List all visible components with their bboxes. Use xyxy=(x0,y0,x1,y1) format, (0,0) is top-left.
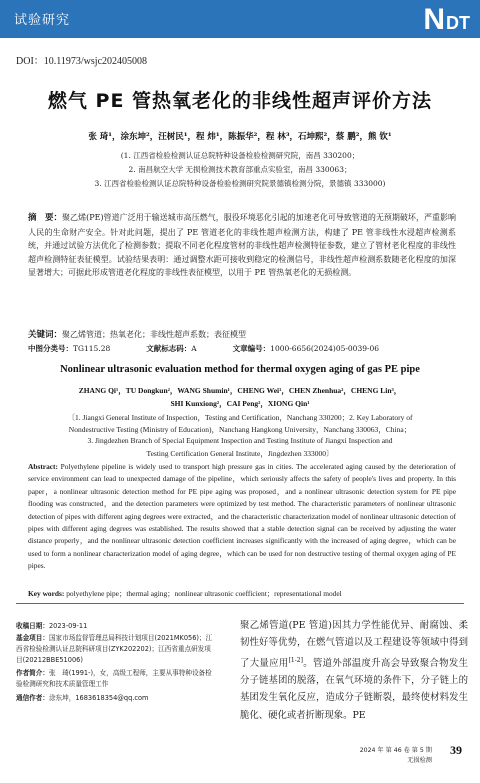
english-affiliation-1: 〔1. Jiangxi General Institute of Inspection，Testing and Certification，Nanchang 330200；2. Key Laboratory of xyxy=(67,413,413,422)
corresponding-author-label: 通信作者： xyxy=(16,694,49,702)
body-paragraph xyxy=(240,617,468,724)
received-value: 2023-09-11 xyxy=(48,622,88,630)
english-abstract-text: Polyethylene pipeline is widely used to transport high pressure gas in cities. The accelerated aging caused by the deterioration of service environment can lead to unexpected damage of the pipeline，which seriously affects the safety of people's lives and property. In this paper，a nonlinear ultrasonic detection method for PE pipe aging was proposed，and a nonlinear ultrasonic detection system for PE pipe flooding was constructed，and the detection parameters were optimized by test method. The characteristic parameters of nonlinear ultrasonic detection of pipes with different aging degrees were extracted，and the characteristic characterization model of nonlinear ultrasonic detection of pipes with different aging degrees was established. The results showed that a stable detection signal can be received by adjusting the water distance properly，and the nonlinear ultrasonic detection coefficient increases significantly with the increased of aging degree，which can be used to form a nonlinear characterization model of aging degree，which can be used for non destructive testing of thermal oxygen aging of PE pipes. xyxy=(28,462,456,571)
logo-letters-dt: DT xyxy=(446,13,470,33)
english-keywords-label: Key words: xyxy=(28,589,65,598)
chinese-keywords xyxy=(28,328,456,340)
received-date xyxy=(16,621,216,632)
english-affiliation-2: Nondestructive Testing (Ministry of Education)，Nanchang Hangkong University，Nanchang 330063，China； xyxy=(68,425,412,434)
english-affiliation-4: Testing Certification General Institute，Jingdezhen 333000〕 xyxy=(146,449,334,458)
corresponding-author xyxy=(16,693,216,704)
document-code-label: 文献标志码： xyxy=(146,344,192,353)
document-code-value: A xyxy=(191,344,197,353)
english-abstract-label: Abstract: xyxy=(28,462,58,471)
chinese-keywords-text: 聚乙烯管道；热氧老化；非线性超声系数；表征模型 xyxy=(62,330,247,339)
article-number-label: 文章编号： xyxy=(232,344,271,353)
fund-info xyxy=(16,633,216,667)
classification-row xyxy=(28,343,456,354)
chinese-title: 燃气 PE 管热氧老化的非线性超声评价方法 xyxy=(47,90,433,112)
chinese-affiliation-1: (1. 江西省检验检测认证总院特种设备检验检测研究院，南昌 330200； xyxy=(120,151,360,160)
chinese-abstract-label: 摘 要： xyxy=(28,213,63,223)
english-keywords xyxy=(28,588,456,599)
author-bio-label: 作者简介： xyxy=(16,669,49,677)
chinese-abstract xyxy=(28,211,456,280)
clc-value: TG115.28 xyxy=(73,344,111,353)
section-label: 试验研究 xyxy=(14,13,71,28)
document-code xyxy=(146,343,196,354)
citation-ref: [1-2] xyxy=(288,656,303,664)
page-number: 39 xyxy=(450,743,462,757)
issue-line-2: 无损检测 xyxy=(407,757,432,764)
chinese-affiliation-3: 3. 江西省检验检测认证总院特种设备检验检测研究院景德镇检测分院，景德镇 333000) xyxy=(94,179,386,188)
issue-info xyxy=(360,746,432,766)
chinese-affiliation-2: 2. 南昌航空大学 无损检测技术教育部重点实验室，南昌 330063； xyxy=(128,165,352,174)
english-abstract xyxy=(28,461,456,573)
body-text-part-1: 聚乙烯管道(PE 管道)因其力学性能优异、耐腐蚀、柔韧性好等优势，在燃气管道以及工程建设等领域中得到了大量应用 xyxy=(240,620,468,669)
fund-label: 基金项目： xyxy=(16,634,49,642)
author-bio xyxy=(16,668,216,690)
author-bio-value: 张 琦(1991-)，女，高级工程师，主要从事特种设备检验检测研究和技术质量管理工作 xyxy=(16,669,212,689)
corresponding-author-value: 涂东坤，1683618354@qq.com xyxy=(48,694,149,702)
english-affiliation-3: 3. Jingdezhen Branch of Special Equipment Inspection and Testing Institute of Jiangxi Inspection and xyxy=(87,436,393,445)
journal-header xyxy=(0,0,480,38)
english-title: Nonlinear ultrasonic evaluation method for thermal oxygen aging of gas PE pipe xyxy=(60,364,420,375)
journal-logo xyxy=(423,4,470,34)
section-divider xyxy=(16,603,464,604)
article-number-value: 1000-6656(2024)05-0039-06 xyxy=(270,344,380,353)
clc-label: 中图分类号： xyxy=(28,344,73,353)
logo-letter-n: N xyxy=(423,3,445,36)
issue-line-1: 2024 年 第 46 卷 第 5 期 xyxy=(359,747,432,754)
chinese-authors: 张 琦¹，涂东坤²，汪树民¹，程 炜¹，陈振华²，程 林³，石坤熙²，蔡 鹏²，熊 钦¹ xyxy=(88,132,392,142)
clc-number xyxy=(28,343,110,354)
english-authors-line-2: SHI Kunxiong²，CAI Peng²，XIONG Qin¹ xyxy=(170,399,310,408)
received-label: 收稿日期： xyxy=(16,622,49,630)
fund-value: 国家市场监督管理总局科技计划项目(2021MK056)；江西省检验检测认证总院科研项目(ZYK202202)；江西省重点研发项目(20212BBE51006) xyxy=(16,634,213,665)
english-authors-line-1: ZHANG Qi¹，TU Dongkun²，WANG Shumin¹，CHENG Wei¹，CHEN Zhenhua²，CHENG Lin³， xyxy=(78,386,402,395)
body-text-part-2: 。管道外部温度升高会导致聚合物发生分子链基团的脱落，在氧气环境的条件下，分子链上的基团发生氧化反应，造成分子链断裂，最终使材料发生脆化、硬化或者折断现象。PE xyxy=(240,657,468,721)
english-keywords-text: polyethylene pipe；thermal aging；nonlinear ultrasonic coefficient；representational model xyxy=(66,589,342,598)
doi: DOI：10.11973/wsjc202405008 xyxy=(16,56,148,67)
chinese-abstract-text: 聚乙烯(PE)管道广泛用于输送城市高压燃气，服役环境恶化引起的加速老化可导致管道的无预期破坏，严重影响人民的生命财产安全。针对此问题，提出了 PE 管道老化的非线性超声检测方法，构建了 PE 管非线性水浸超声检测系统，并通过试验方法优化了检测参数；提取不同老化程度管材的非线性超声检测特征参数，建立了管材老化程度的非线性超声检测特征表征模型。试验结果表明：通过调整水距可接收到稳定的检测信号，非线性超声检测系数随老化程度的加深显著增大；可据此形成管道老化程度的非线性表征模型，以用于 PE 管热氧老化的无损检测。 xyxy=(28,213,456,278)
chinese-keywords-label: 关键词： xyxy=(28,330,63,340)
article-number xyxy=(233,343,379,354)
